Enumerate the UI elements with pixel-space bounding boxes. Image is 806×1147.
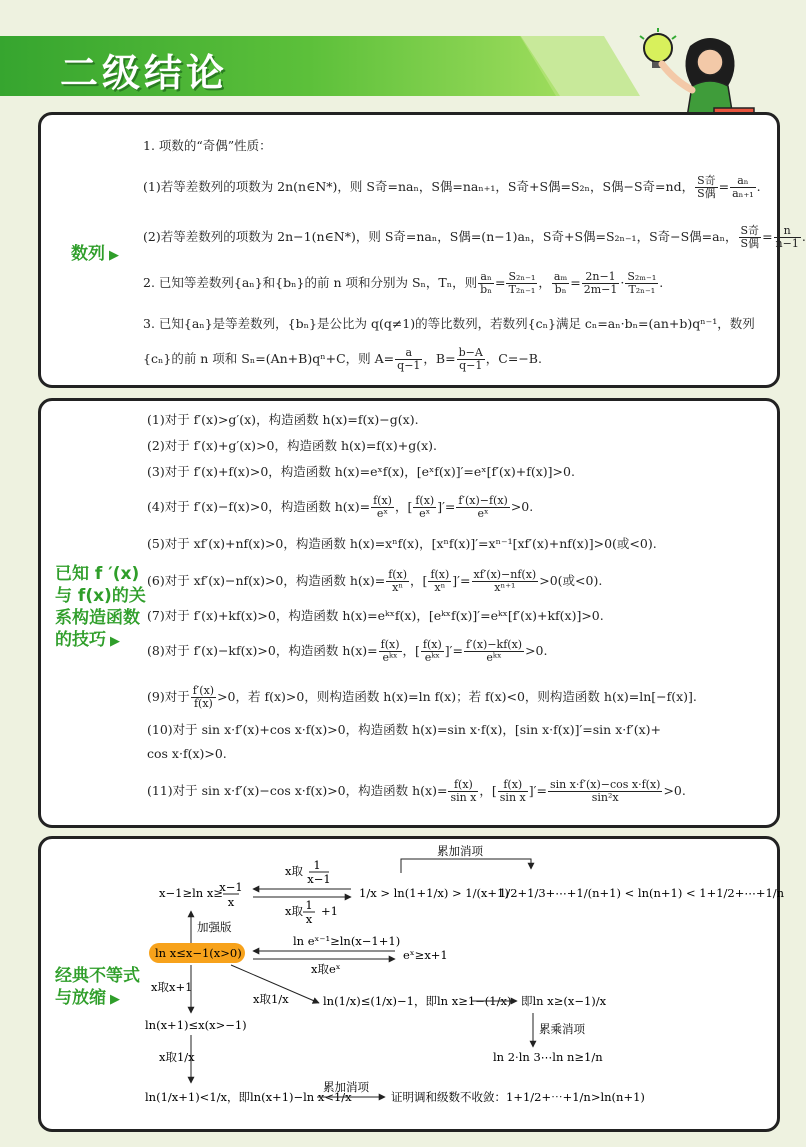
label-accumulate-1: 累加消项: [437, 844, 483, 858]
svg-text:1: 1: [305, 898, 313, 912]
panel-derivative-construction: [38, 398, 780, 828]
panel-inequalities: [38, 836, 785, 1132]
fraction: $\frac{f'(x)}{f(x)}$: [192, 684, 215, 710]
fraction: $\frac{\text{aₙ}}{\text{aₙ₊₁}}$: [732, 174, 754, 200]
section-label-line: 系构造函数: [55, 608, 140, 628]
bracket-accumulate: [401, 859, 531, 873]
label-accumulate-2: 累加消项: [323, 1080, 369, 1094]
svg-text:x−1: x−1: [307, 872, 331, 886]
seq-line-1: 1. 项数的“奇偶”性质：: [143, 138, 272, 153]
node-top-left-frac-d: x: [227, 895, 235, 909]
fraction: $\frac{\text{S₂ₙ₋₁}}{\text{T₂ₙ₋₁}}$: [508, 270, 536, 296]
label-product: 累乘消项: [539, 1022, 585, 1036]
seq-line-3-text: (2)若等差数列的项数为 2n−1(n∈N*)，则 S奇=naₙ，S偶=(n−1)aₙ，S奇+S偶=S₂ₙ₋₁，S奇−S偶=aₙ，: [143, 229, 738, 244]
label-xplus1: x取x+1: [151, 980, 193, 994]
node-ln23: ln 2·ln 3⋯ln n≥1/n: [493, 1050, 603, 1064]
node-ex: eˣ≥x+1: [403, 948, 448, 962]
seq-line-4-text: 2. 已知等差数列{aₙ}和{bₙ}的前 n 项和分别为 Sₙ，Tₙ，则: [143, 275, 478, 290]
node-bottom: ln(1/x+1)<1/x，即ln(x+1)−ln x<1/x: [145, 1090, 352, 1104]
rule-4-text: (4)对于 f′(x)−f(x)>0，构造函数 h(x)=: [147, 499, 371, 514]
fraction: $\frac{f(x)}{\text{sin x}}$: [450, 778, 477, 804]
arrow-b-top-label: ln eˣ⁻¹≥ln(x−1+1): [293, 934, 401, 948]
lightbulb-icon: [644, 34, 672, 62]
arrow-a-top-label: x取: [285, 864, 303, 878]
seq-line-5: 3. 已知{aₙ}是等差数列，{bₙ}是公比为 q(q≠1)的等比数列，若数列{cₙ}满足 cₙ=aₙ·bₙ=(an+b)qⁿ⁻¹，数列: [143, 316, 755, 331]
triangle-right-icon: ▶: [110, 634, 120, 649]
node-top-left-frac-n: x−1: [219, 880, 243, 894]
node-center: ln x≤x−1(x>0): [155, 946, 242, 960]
arrow-b-bot-label: x取eˣ: [311, 962, 341, 976]
rule-8: (8)对于 f′(x)−kf(x)>0，构造函数 h(x)= $\frac{f(x)}{\text{eᵏˣ}}$ ，[ $\frac{f(x)}{\text{eᵏˣ}}$ ]′= $\frac{f'(x)-kf(x)}{\text{eᵏˣ}}$ >0.: [147, 638, 548, 664]
node-lnx1: ln(x+1)≤x(x>−1): [145, 1018, 247, 1032]
triangle-right-icon: ▶: [110, 992, 120, 1007]
fraction: $\frac{\text{S奇}}{\text{S偶}}$: [697, 174, 716, 200]
label-x1x: x取1/x: [253, 992, 289, 1006]
rule-10b: cos x·f(x)>0.: [147, 746, 227, 761]
section-label-line: 已知 f ′(x): [55, 564, 140, 584]
section-label-line: 经典不等式: [55, 966, 140, 986]
node-lnge: 即ln x≥(x−1)/x: [521, 994, 607, 1008]
fraction: $\frac{f'(x)-f(x)}{\text{eˣ}}$: [458, 494, 508, 520]
label-strengthen: 加强版: [197, 920, 232, 934]
seq-line-2-text: (1)若等差数列的项数为 2n(n∈N*)，则 S奇=naₙ，S偶=naₙ₊₁，S奇+S偶=S₂ₙ，S偶−S奇=nd，: [143, 179, 695, 194]
inequality-diagram: [41, 839, 785, 1129]
rule-6-text: (6)对于 xf′(x)−nf(x)>0，构造函数 h(x)=: [147, 573, 386, 588]
rule-2: (2)对于 f′(x)+g′(x)>0，构造函数 h(x)=f(x)+g(x).: [147, 438, 437, 453]
fraction: $\frac{a}{q-1}$: [397, 346, 421, 372]
svg-text:x: x: [305, 912, 313, 926]
section-label-line: 与放缩: [55, 988, 106, 1008]
fraction: $\frac{\text{S奇}}{\text{S偶}}$: [740, 224, 760, 250]
fraction: $\frac{\text{S₂ₘ₋₁}}{\text{T₂ₙ₋₁}}$: [627, 270, 657, 296]
fraction: $\frac{f(x)}{\text{eˣ}}$: [415, 494, 435, 520]
rule-6: (6)对于 xf′(x)−nf(x)>0，构造函数 h(x)= $\frac{f(x)}{\text{xⁿ}}$ ，[ $\frac{f(x)}{\text{xⁿ}}$ ]′= $\frac{xf'(x)-nf(x)}{\text{xⁿ⁺¹}}$ >0(或<0).: [147, 568, 603, 594]
fraction: $\frac{\text{sin x·f′(x)−cos x·f(x)}}{\text{sin²x}}$: [549, 778, 661, 804]
section-label-derivative: [55, 563, 146, 653]
fraction: $\frac{b-A}{q-1}$: [458, 346, 483, 372]
triangle-right-icon: ▶: [109, 248, 119, 263]
seq-line-2: (1)若等差数列的项数为 2n(n∈N*)，则 S奇=naₙ，S偶=naₙ₊₁，S奇+S偶=S₂ₙ，S偶−S奇=nd， $\frac{\text{S奇}}{\text{S偶}}$ = $\frac{\text{aₙ}}{\text{aₙ₊₁}}$ .: [143, 174, 761, 200]
page-title: 二级结论: [60, 51, 229, 95]
fraction: $\frac{2n-1}{2m-1}$: [583, 270, 618, 296]
fraction: $\frac{f'(x)-kf(x)}{\text{eᵏˣ}}$: [465, 638, 523, 664]
rule-7: (7)对于 f′(x)+kf(x)>0，构造函数 h(x)=eᵏˣf(x)，[eᵏˣf(x)]′=eᵏˣ[f′(x)+kf(x)]>0.: [147, 608, 604, 623]
panel-sequences: [38, 112, 806, 388]
fraction: $\frac{f(x)}{\text{eᵏˣ}}$: [422, 638, 442, 664]
section-label-line: 与 f(x)的关: [55, 586, 146, 606]
rule-9: (9)对于 $\frac{f'(x)}{f(x)}$ >0，若 f(x)>0，则构造函数 h(x)=ln f(x)；若 f(x)<0，则构造函数 h(x)=ln[−f(x)].: [147, 684, 697, 710]
rule-1: (1)对于 f′(x)>g′(x)，构造函数 h(x)=f(x)−g(x).: [147, 412, 419, 427]
label-x1x-b: x取1/x: [159, 1050, 195, 1064]
fraction: $\frac{f(x)}{\text{xⁿ}}$: [430, 568, 450, 594]
node-bottom-right: 证明调和级数不收敛：1+1/2+⋯+1/n>ln(n+1): [391, 1090, 645, 1104]
rule-3: (3)对于 f′(x)+f(x)>0，构造函数 h(x)=eˣf(x)，[eˣf(x)]′=eˣ[f′(x)+f(x)]>0.: [147, 464, 575, 479]
seq-line-3: (2)若等差数列的项数为 2n−1(n∈N*)，则 S奇=naₙ，S偶=(n−1)aₙ，S奇+S偶=S₂ₙ₋₁，S奇−S偶=aₙ， $\frac{\text{S奇}}{\text{S偶}}$ = $\frac{n}{n-1}$ .: [143, 224, 806, 250]
node-top-left: x−1≥ln x≥: [159, 886, 223, 900]
fraction: $\frac{xf'(x)-nf(x)}{\text{xⁿ⁺¹}}$: [473, 568, 537, 594]
rule-5: (5)对于 xf′(x)+nf(x)>0，构造函数 h(x)=xⁿf(x)，[xⁿf(x)]′=xⁿ⁻¹[xf′(x)+nf(x)]>0(或<0).: [147, 536, 657, 551]
section-label-text: 数列: [71, 244, 105, 264]
node-ln1x: ln(1/x)≤(1/x)−1，即ln x≥1−(1/x): [323, 994, 512, 1008]
rule-11-text: (11)对于 sin x·f′(x)−cos x·f(x)>0，构造函数 h(x)=: [147, 783, 448, 798]
fraction: $\frac{f(x)}{\text{eᵏˣ}}$: [380, 638, 400, 664]
fraction: $\frac{f(x)}{\text{eˣ}}$: [373, 494, 392, 520]
fraction: $\frac{\text{aₙ}}{\text{bₙ}}$: [480, 270, 492, 296]
rule-4: (4)对于 f′(x)−f(x)>0，构造函数 h(x)= $\frac{f(x)}{\text{eˣ}}$ ，[ $\frac{f(x)}{\text{eˣ}}$ ]′= $\frac{f'(x)-f(x)}{\text{eˣ}}$ >0.: [147, 494, 534, 520]
section-label-line: 的技巧: [55, 630, 106, 650]
seq-line-4: 2. 已知等差数列{aₙ}和{bₙ}的前 n 项和分别为 Sₙ，Tₙ，则 $\frac{\text{aₙ}}{\text{bₙ}}$ = $\frac{\text{S₂ₙ₋₁}}{\text{T₂ₙ₋₁}}$ ， $\frac{\text{aₘ}}{\text{bₙ}}$ = $\frac{2n-1}{2m-1}$ · $\frac{\text{S₂ₘ₋₁}}{\text{T₂ₙ₋₁}}$ .: [143, 270, 664, 296]
rule-10: (10)对于 sin x·f′(x)+cos x·f(x)>0，构造函数 h(x)=sin x·f(x)，[sin x·f(x)]′=sin x·f′(x)+: [147, 722, 661, 737]
fraction: $\frac{f(x)}{\text{sin x}}$: [499, 778, 526, 804]
seq-line-6: {cₙ}的前 n 项和 Sₙ=(An+B)qⁿ+C，则 A= $\frac{a}{q-1}$ ，B= $\frac{b-A}{q-1}$ ，C=−B.: [143, 346, 542, 372]
section-label-sequences: [71, 243, 119, 267]
node-mid-top: 1/x > ln(1+1/x) > 1/(x+1): [359, 886, 509, 900]
fraction: $\frac{f(x)}{\text{xⁿ}}$: [388, 568, 408, 594]
svg-text:+1: +1: [321, 904, 338, 918]
seq-line-6-text: {cₙ}的前 n 项和 Sₙ=(An+B)qⁿ+C，则 A=: [143, 351, 395, 366]
arrow-a-bot-label: x取: [285, 904, 303, 918]
rule-11: (11)对于 sin x·f′(x)−cos x·f(x)>0，构造函数 h(x)= $\frac{f(x)}{\text{sin x}}$ ，[ $\frac{f(x)}{\text{sin x}}$ ]′= $\frac{\text{sin x·f′(x)−cos x·f(x)}}{\text{sin²x}}$ >0.: [147, 778, 686, 804]
page-header: [0, 20, 800, 102]
fraction: $\frac{n}{n-1}$: [775, 224, 799, 250]
fraction: $\frac{\text{aₘ}}{\text{bₙ}}$: [553, 270, 568, 296]
rule-8-text: (8)对于 f′(x)−kf(x)>0，构造函数 h(x)=: [147, 643, 378, 658]
svg-text:1: 1: [313, 858, 321, 872]
node-top-right: 1/2+1/3+⋯+1/(n+1) < ln(n+1) < 1+1/2+⋯+1/n: [499, 886, 785, 900]
